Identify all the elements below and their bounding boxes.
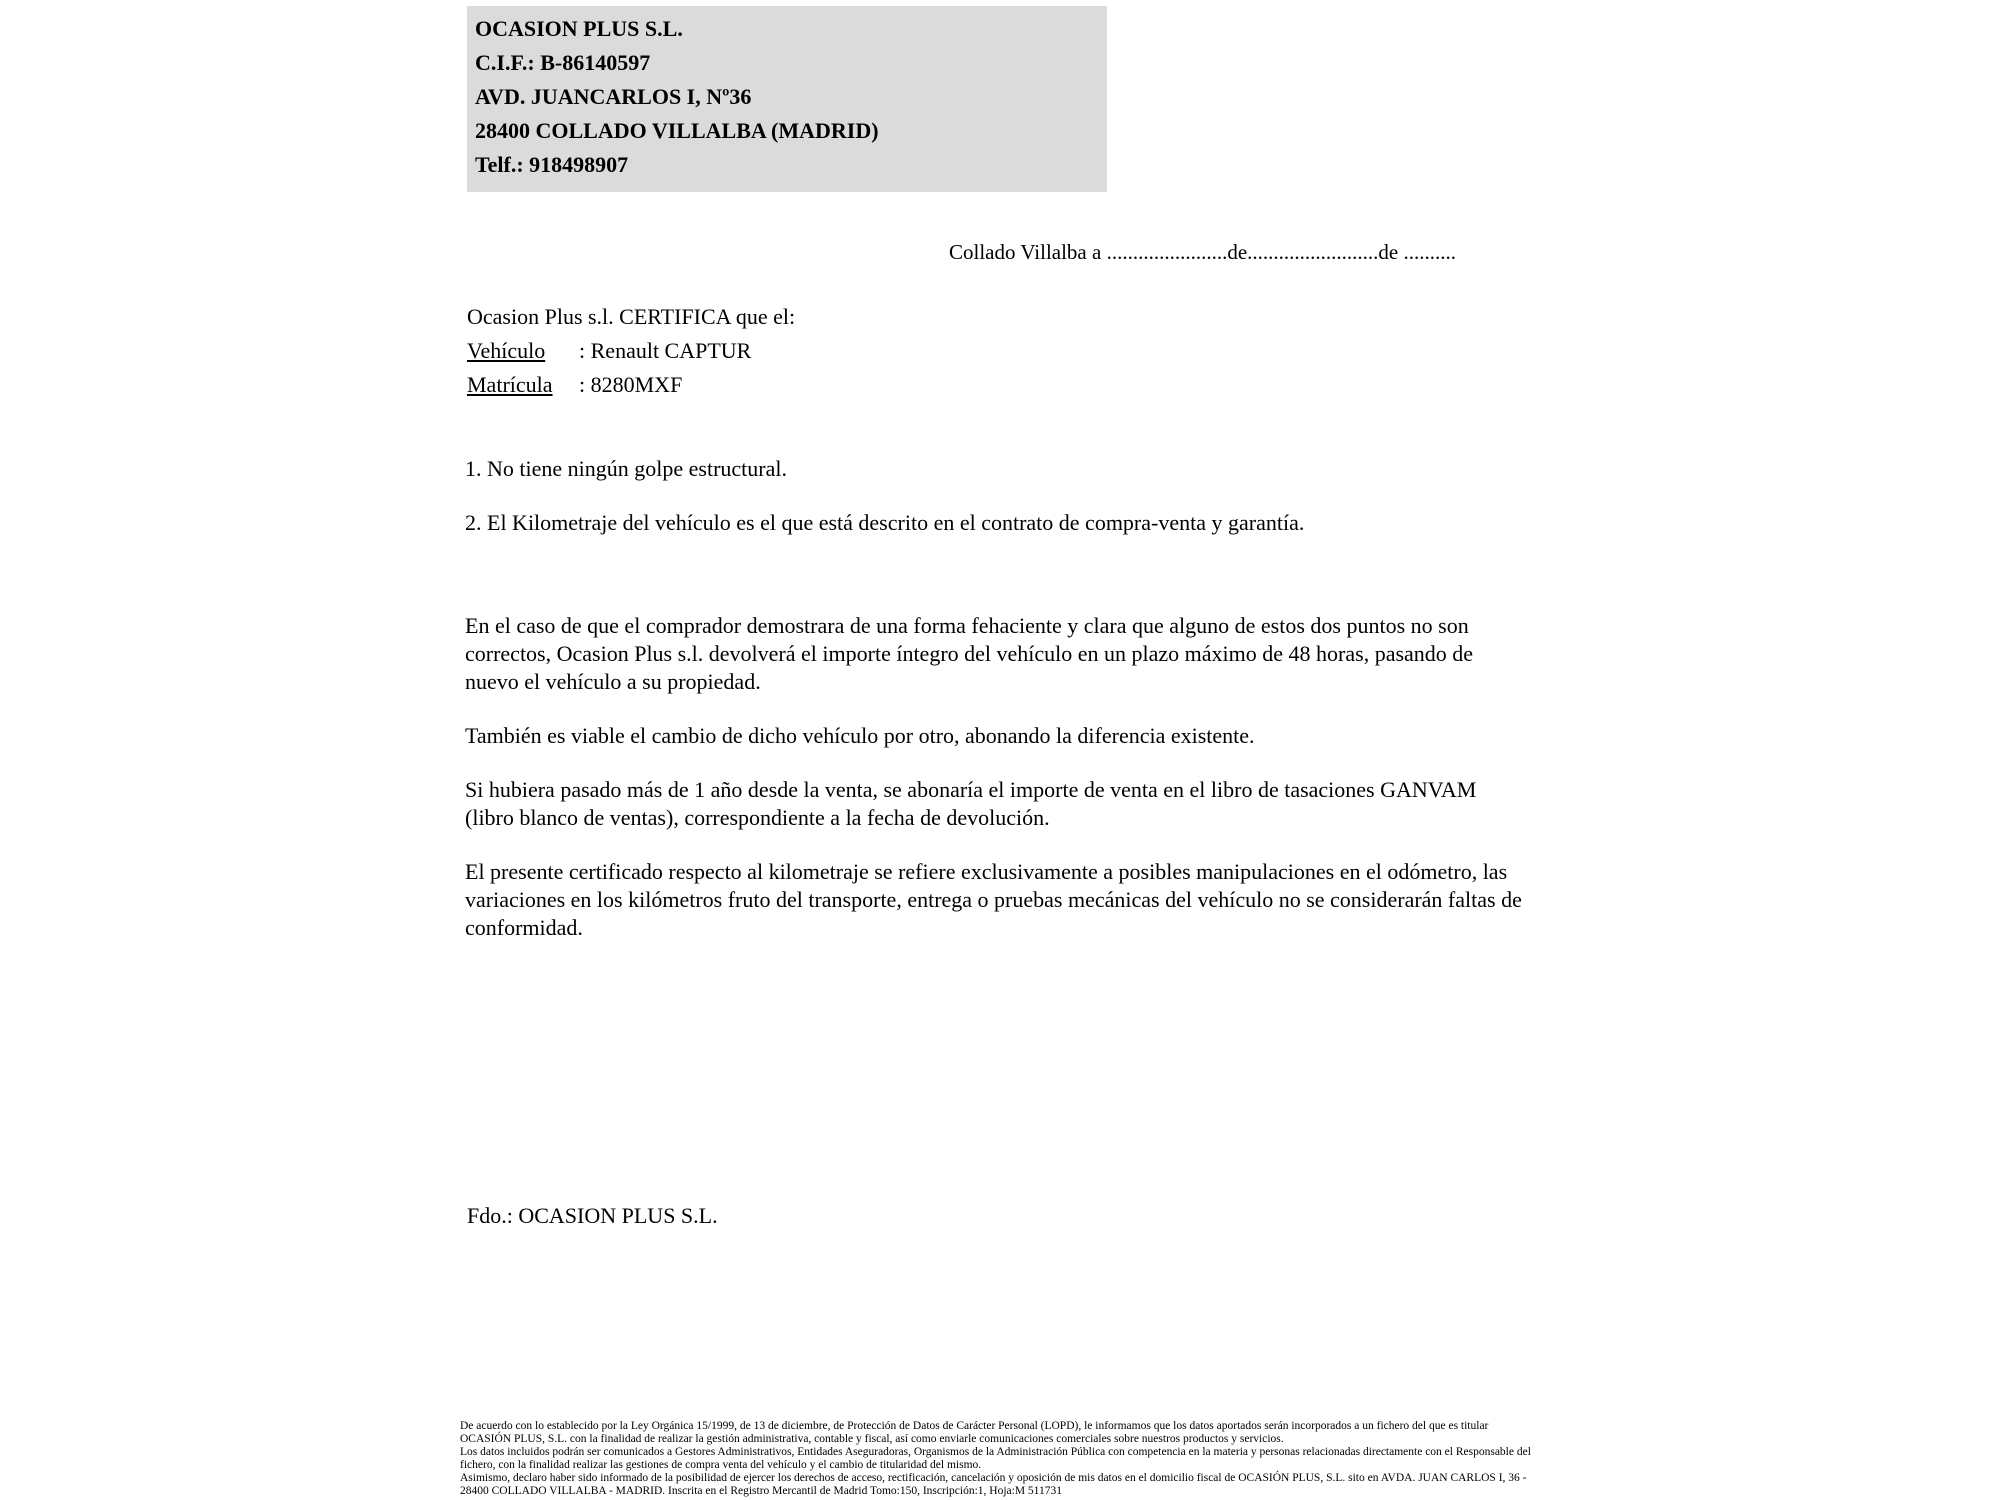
company-phone: Telf.: 918498907 [475, 152, 629, 177]
paragraph-vehicle-exchange: También es viable el cambio de dicho vehículo por otro, abonando la diferencia existente. [465, 723, 1255, 748]
company-name: OCASION PLUS S.L. [475, 16, 683, 41]
company-city: 28400 COLLADO VILLALBA (MADRID) [475, 118, 879, 143]
legal-footer-data-sharing: Los datos incluidos podrán ser comunicados a Gestores Administrativos, Entidades Aseguradoras, Organismos de la Administración Pública con competencia en la materia y personas relacionadas directamente con el Responsable del fichero, con la finalidad realizar las gestiones de compra venta del vehículo y el cambio de titularidad del mismo. [460, 1446, 1531, 1471]
certification-point-2: 2. El Kilometraje del vehículo es el que está descrito en el contrato de compra-venta y garantía. [465, 510, 1305, 535]
vehicle-label: Vehículo [467, 338, 546, 363]
date-line: Collado Villalba a .......................de.........................de .......... [949, 240, 1456, 264]
certifica-line: Ocasion Plus s.l. CERTIFICA que el: [467, 304, 796, 329]
certification-block [467, 300, 795, 402]
plate-value: 8280MXF [590, 372, 683, 397]
letterhead-block [467, 6, 1107, 192]
vehicle-value: Renault CAPTUR [590, 338, 752, 363]
plate-separator: : [579, 372, 591, 397]
plate-label: Matrícula [467, 372, 553, 397]
paragraph-odometer-disclaimer: El presente certificado respecto al kilometraje se refiere exclusivamente a posibles manipulaciones en el odómetro, las variaciones en los kilómetros fruto del transporte, entrega o pruebas mecánicas del vehículo no se considerarán faltas de conformidad. [465, 859, 1522, 940]
vehicle-row [467, 334, 795, 368]
legal-footer-rights: Asimismo, declaro haber sido informado de la posibilidad de ejercer los derechos de acceso, rectificación, cancelación y oposición de mis datos en el domicilio fiscal de OCASIÓN PLUS, S.L. sito en AVDA. JUAN CARLOS I, 36 - 28400 COLLADO VILLALBA - MADRID. Inscrita en el Registro Mercantil de Madrid Tomo:150, Inscripción:1, Hoja:M 511731 [460, 1472, 1527, 1497]
body-paragraphs [465, 612, 1527, 968]
certification-point-1: 1. No tiene ningún golpe estructural. [465, 456, 787, 481]
legal-footer [460, 1420, 1542, 1498]
legal-footer-lopd: De acuerdo con lo establecido por la Ley Orgánica 15/1999, de 13 de diciembre, de Protección de Datos de Carácter Personal (LOPD), le informamos que los datos aportados serán incorporados a un fichero del que es titular OCASIÓN PLUS, S.L. con la finalidad de realizar la gestión administrativa, contable y fiscal, así como enviarle comunicaciones comerciales sobre nuestros productos y servicios. [460, 1420, 1489, 1445]
paragraph-ganvam-valuation: Si hubiera pasado más de 1 año desde la venta, se abonaría el importe de venta en el libro de tasaciones GANVAM (libro blanco de ventas), correspondiente a la fecha de devolución. [465, 777, 1477, 830]
vehicle-separator: : [579, 338, 591, 363]
signature-line: Fdo.: OCASION PLUS S.L. [467, 1203, 718, 1228]
plate-row [467, 368, 795, 402]
paragraph-refund-conditions: En el caso de que el comprador demostrara de una forma fehaciente y clara que alguno de estos dos puntos no son correctos, Ocasion Plus s.l. devolverá el importe íntegro del vehículo en un plazo máximo de 48 horas, pasando de nuevo el vehículo a su propiedad. [465, 613, 1474, 694]
company-cif: C.I.F.: B-86140597 [475, 50, 651, 75]
company-address: AVD. JUANCARLOS I, Nº36 [475, 84, 752, 109]
